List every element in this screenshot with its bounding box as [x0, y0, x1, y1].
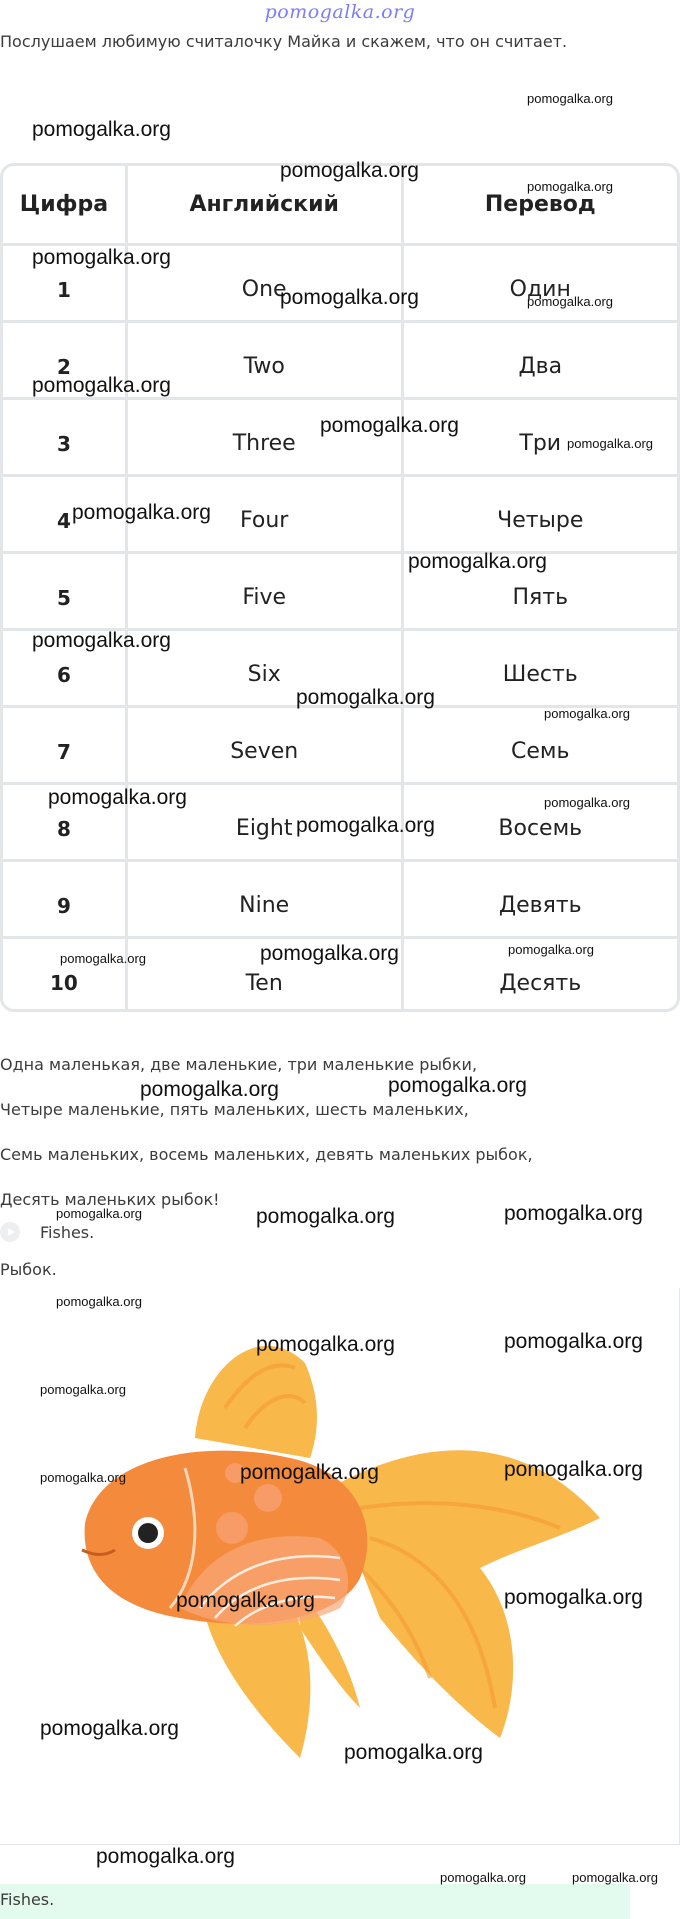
watermark: pomogalka.org: [440, 1870, 526, 1885]
cell-digit: 1: [3, 244, 126, 321]
watermark: pomogalka.org: [60, 951, 146, 966]
watermark: pomogalka.org: [504, 1202, 643, 1225]
site-logo: pomogalka.org: [264, 1, 416, 23]
watermark: pomogalka.org: [544, 795, 630, 810]
watermark: pomogalka.org: [32, 118, 171, 141]
poem-line-4: Десять маленьких рыбок!: [0, 1190, 220, 1209]
watermark: pomogalka.org: [56, 1206, 142, 1221]
watermark: pomogalka.org: [72, 501, 211, 524]
watermark: pomogalka.org: [296, 686, 435, 709]
goldfish-image: [0, 1288, 680, 1845]
watermark: pomogalka.org: [40, 1470, 126, 1485]
watermark: pomogalka.org: [32, 374, 171, 397]
cell-translation: Один: [402, 244, 677, 321]
watermark: pomogalka.org: [40, 1717, 179, 1740]
watermark: pomogalka.org: [504, 1330, 643, 1353]
watermark: pomogalka.org: [527, 91, 613, 106]
header-english: Английский: [126, 166, 402, 244]
cell-translation: Пять: [402, 552, 677, 629]
cell-digit: 4: [3, 475, 126, 552]
table-row: [3, 860, 677, 937]
fish-illustration: [0, 1288, 680, 1845]
watermark: pomogalka.org: [56, 1294, 142, 1309]
watermark: pomogalka.org: [320, 414, 459, 437]
cell-english: Seven: [126, 706, 402, 783]
cell-english: Four: [126, 475, 402, 552]
cell-english: Eight: [126, 783, 402, 860]
watermark: pomogalka.org: [280, 159, 419, 182]
poem-line-3: Семь маленьких, восемь маленьких, девять маленьких рыбок,: [0, 1145, 533, 1164]
answer-bar: [0, 1884, 630, 1919]
header-digit: Цифра: [3, 166, 126, 244]
cell-english: Two: [126, 321, 402, 398]
cell-digit: 9: [3, 860, 126, 937]
cell-translation: Три: [402, 398, 677, 475]
watermark: pomogalka.org: [344, 1741, 483, 1764]
watermark: pomogalka.org: [32, 246, 171, 269]
watermark: pomogalka.org: [48, 786, 187, 809]
table-row: [3, 552, 677, 629]
cell-english: Three: [126, 398, 402, 475]
watermark: pomogalka.org: [544, 706, 630, 721]
cell-digit: 5: [3, 552, 126, 629]
cell-translation: Шесть: [402, 629, 677, 706]
word-fishes-translation: Рыбок.: [0, 1260, 57, 1279]
watermark: pomogalka.org: [504, 1586, 643, 1609]
audio-label: Fishes.: [40, 1222, 95, 1242]
watermark: pomogalka.org: [176, 1589, 315, 1612]
cell-english: Six: [126, 629, 402, 706]
watermark: pomogalka.org: [32, 629, 171, 652]
spot: [216, 1512, 248, 1544]
top-fin: [195, 1346, 317, 1458]
watermark: pomogalka.org: [508, 942, 594, 957]
cell-translation: Десять: [402, 937, 677, 1012]
cell-translation: Восемь: [402, 783, 677, 860]
watermark: pomogalka.org: [140, 1078, 279, 1101]
cell-english: Five: [126, 552, 402, 629]
watermark: pomogalka.org: [408, 550, 547, 573]
answer-label: Fishes.: [0, 1890, 55, 1909]
header-translation: Перевод: [402, 166, 677, 244]
cell-english: Nine: [126, 860, 402, 937]
watermark: pomogalka.org: [572, 1870, 658, 1885]
cell-digit: 2: [3, 321, 126, 398]
spot: [254, 1484, 282, 1512]
watermark: pomogalka.org: [527, 294, 613, 309]
cell-digit: 8: [3, 783, 126, 860]
audio-player: [0, 1222, 94, 1242]
cell-digit: 10: [3, 937, 126, 1012]
poem-line-2: Четыре маленькие, пять маленьких, шесть маленьких,: [0, 1100, 469, 1119]
cell-digit: 3: [3, 398, 126, 475]
watermark: pomogalka.org: [296, 814, 435, 837]
watermark: pomogalka.org: [504, 1458, 643, 1481]
cell-digit: 6: [3, 629, 126, 706]
watermark: pomogalka.org: [256, 1333, 395, 1356]
watermark: pomogalka.org: [40, 1382, 126, 1397]
cell-english: One: [126, 244, 402, 321]
cell-translation: Два: [402, 321, 677, 398]
play-icon[interactable]: [0, 1222, 20, 1242]
watermark: pomogalka.org: [280, 286, 419, 309]
poem-line-1: Одна маленькая, две маленькие, три маленькие рыбки,: [0, 1055, 478, 1074]
cell-translation: Семь: [402, 706, 677, 783]
fish-pupil: [138, 1523, 158, 1543]
watermark: pomogalka.org: [96, 1845, 235, 1868]
watermark: pomogalka.org: [240, 1461, 379, 1484]
intro-text: Послушаем любимую считалочку Майка и скажем, что он считает.: [0, 32, 568, 51]
watermark: pomogalka.org: [527, 179, 613, 194]
cell-translation: Девять: [402, 860, 677, 937]
watermark: pomogalka.org: [567, 436, 653, 451]
watermark: pomogalka.org: [260, 942, 399, 965]
watermark: pomogalka.org: [256, 1205, 395, 1228]
cell-digit: 7: [3, 706, 126, 783]
cell-english: Ten: [126, 937, 402, 1012]
watermark: pomogalka.org: [388, 1074, 527, 1097]
cell-translation: Четыре: [402, 475, 677, 552]
